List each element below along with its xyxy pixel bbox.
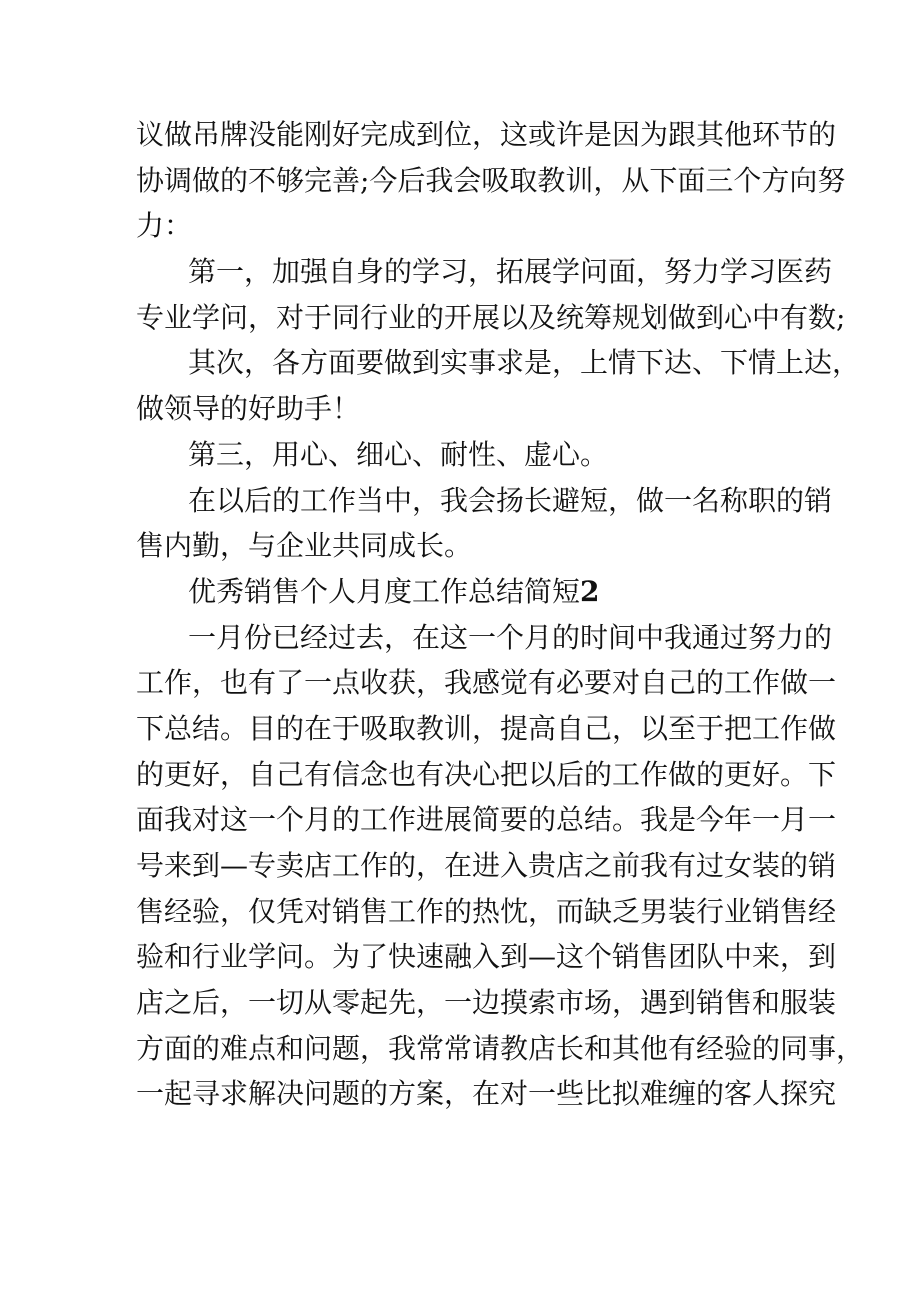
text-line: 一起寻求解决问题的方案，在对一些比拟难缠的客人探究 [136,1077,837,1111]
text-line: 的更好，自己有信念也有决心把以后的工作做的更好。下 [136,757,837,791]
text-line: 售经验，仅凭对销售工作的热忱，而缺乏男装行业销售经 [136,894,837,928]
heading-text: 优秀销售个人月度工作总结简短 [188,574,581,608]
text-line: 面我对这一个月的工作进展简要的总结。我是今年一月一 [136,803,837,837]
heading-number: 2 [580,574,600,608]
paragraph-5 [136,478,833,569]
text-line: 议做吊牌没能刚好完成到位，这或许是因为跟其他环节的 [136,118,837,151]
text-line: 专业学问，对于同行业的开展以及统筹规划做到心中有数; [136,300,846,334]
text-line: 号来到—专卖店工作的，在进入贵店之前我有过女装的销 [136,849,837,882]
text-line: 一月份已经过去，在这一个月的时间中我通过努力的 [188,620,833,654]
text-line: 验和行业学问。为了快速融入到—这个销售团队中来，到 [136,940,837,974]
text-line: 做领导的好助手！ [136,392,361,426]
text-line: 下总结。目的在于吸取教训，提高自己，以至于把工作做 [136,711,837,745]
text-line: 第三，用心、细心、耐性、虚心。 [188,437,609,471]
text-line: 工作，也有了一点收获，我感觉有必要对自己的工作做一 [136,666,837,700]
text-line: 店之后，一切从零起先，一边摸索市场，遇到销售和服装 [136,986,837,1020]
text-line: 在以后的工作当中，我会扬长避短，做一名称职的销 [188,483,833,517]
text-line: 协调做的不够完善;今后我会吸取教训，从下面三个方向努 [136,163,846,197]
paragraph-3 [136,340,861,431]
paragraph-4 [136,432,796,478]
text-line: 第一，加强自身的学习，拓展学问面，努力学习医药 [188,255,833,289]
section-heading [136,569,796,615]
heading-line [136,569,796,615]
text-line: 方面的难点和问题，我常常请教店长和其他有经验的同事， [136,1031,865,1065]
paragraph-6 [136,615,865,1118]
paragraph-1 [136,112,846,249]
paragraph-2 [136,249,846,340]
document-body [136,112,865,1117]
text-line: 力： [136,209,193,243]
text-line: 其次，各方面要做到实事求是，上情下达、下情上达， [188,346,861,380]
text-line: 售内勤，与企业共同成长。 [136,529,473,563]
